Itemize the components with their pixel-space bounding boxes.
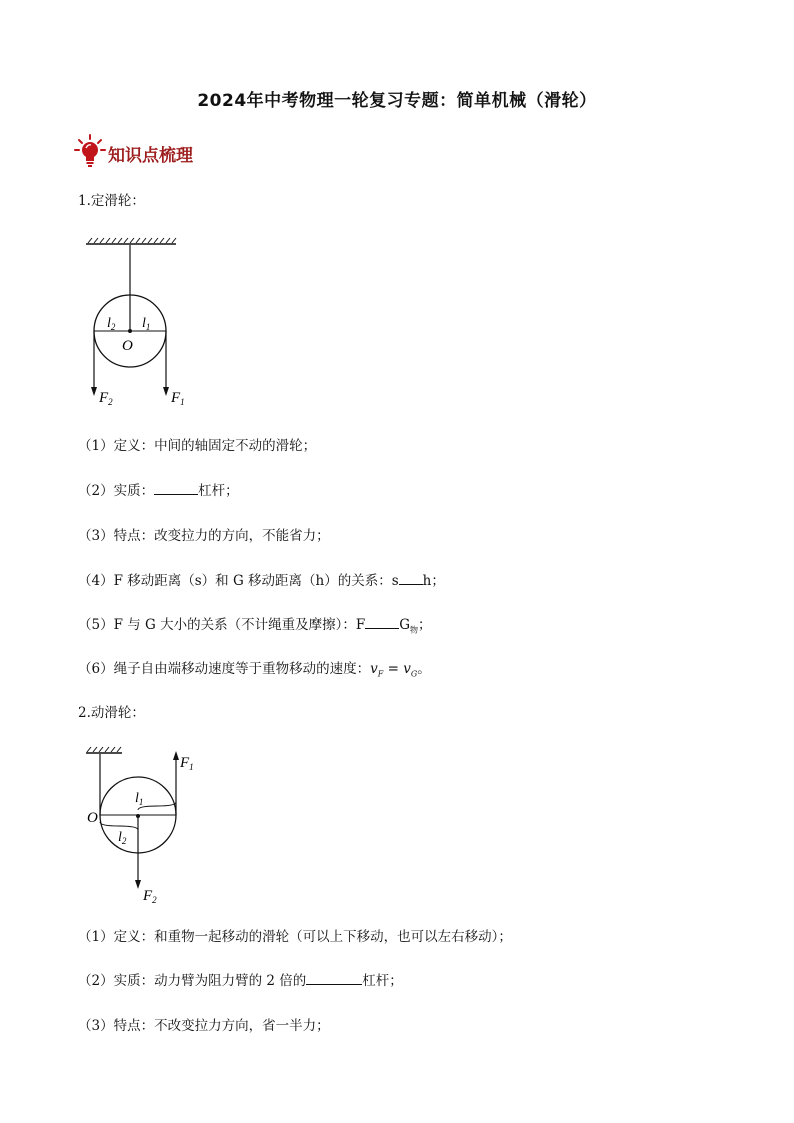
- label-center-o: O: [87, 810, 98, 826]
- label-f1: $F_1$: [171, 390, 185, 407]
- answer-blank[interactable]: [154, 482, 198, 495]
- fixed-pulley-diagram: [80, 236, 190, 412]
- section-header-label: 知识点梳理: [108, 146, 193, 166]
- fixed-item-1: （1）定义：中间的轴固定不动的滑轮；: [78, 438, 317, 454]
- answer-blank[interactable]: [399, 572, 423, 585]
- page-title: 2024年中考物理一轮复习专题：简单机械（滑轮）: [197, 91, 597, 111]
- brace-l1: [138, 802, 176, 810]
- movable-pulley-heading: 2.动滑轮：: [78, 705, 145, 721]
- ceiling-hatch: [87, 747, 121, 752]
- label-l1: $l_1$: [135, 791, 144, 807]
- movable-pulley-diagram: [80, 740, 210, 910]
- fixed-item-6: （6）绳子自由端移动速度等于重物移动的速度：$v_F = v_G$。: [78, 661, 431, 679]
- lightbulb-icon: [74, 134, 106, 168]
- label-l1: $l_1$: [142, 316, 151, 332]
- arrow-f2: [91, 387, 97, 396]
- fixed-item-4: （4）F 移动距离（s）和 G 移动距离（h）的关系：s h；: [78, 573, 445, 589]
- fixed-pulley-heading: 1.定滑轮：: [78, 193, 145, 209]
- arrow-f2: [135, 880, 141, 889]
- fixed-item-2: （2）实质： 杠杆；: [78, 483, 239, 499]
- label-f1: $F_1$: [180, 755, 194, 772]
- fixed-item-5: （5）F 与 G 大小的关系（不计绳重及摩擦）：F $G_物$；: [78, 617, 432, 635]
- ceiling-hatch: [88, 238, 176, 243]
- answer-blank[interactable]: [306, 972, 362, 985]
- axle-point: [128, 329, 132, 333]
- label-l2: $l_2$: [107, 316, 116, 332]
- movable-item-3: （3）特点：不改变拉力方向，省一半力；: [78, 1018, 330, 1034]
- label-f2: $F_2$: [143, 888, 157, 905]
- brace-l2: [100, 822, 138, 830]
- label-center-o: O: [122, 338, 133, 354]
- fixed-item-3: （3）特点：改变拉力的方向，不能省力；: [78, 528, 330, 544]
- label-l2: $l_2$: [118, 830, 127, 846]
- arrow-f1: [173, 751, 179, 760]
- answer-blank[interactable]: [365, 616, 399, 629]
- arrow-f1: [163, 387, 169, 396]
- label-f2: $F_2$: [99, 390, 113, 407]
- movable-item-2: （2）实质：动力臂为阻力臂的 2 倍的 杠杆；: [78, 973, 403, 989]
- movable-item-1: （1）定义：和重物一起移动的滑轮（可以上下移动，也可以左右移动）；: [78, 929, 512, 945]
